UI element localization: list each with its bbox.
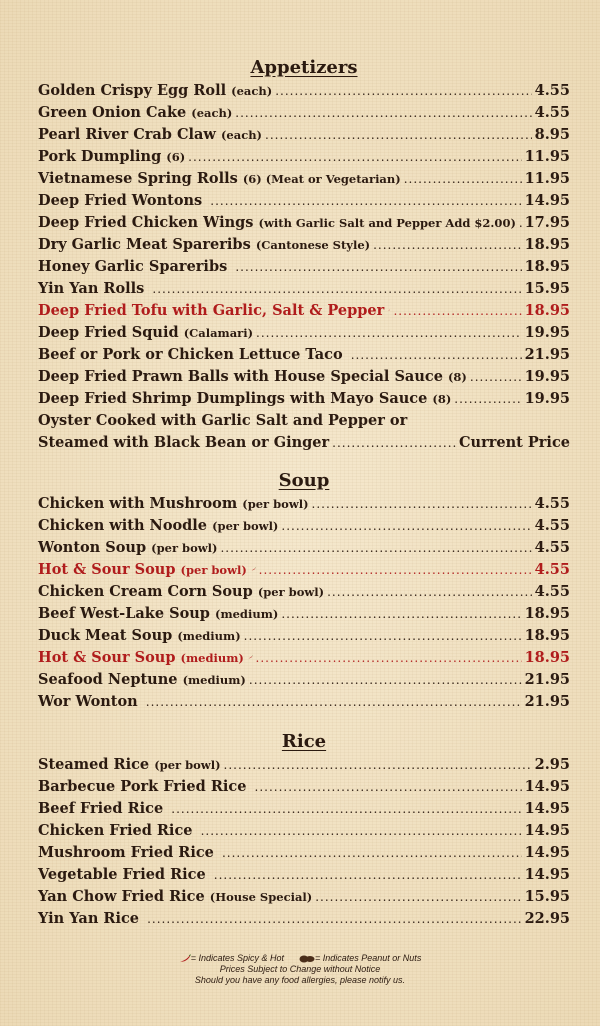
item-name: Wonton Soup <box>38 539 147 556</box>
leader-dots <box>222 842 522 864</box>
menu-item <box>38 344 570 366</box>
section-title: Soup <box>278 470 330 491</box>
leader-dots <box>373 234 521 256</box>
menu-item <box>38 908 570 930</box>
item-price: 14.95 <box>524 192 570 209</box>
menu-item <box>38 798 570 820</box>
item-price: 19.95 <box>524 324 570 341</box>
item-note: (per bowl) <box>154 758 221 772</box>
leader-dots <box>249 669 522 691</box>
leader-dots <box>256 322 522 344</box>
item-name: Pearl River Crab Claw <box>38 126 216 143</box>
leader-dots <box>235 102 531 124</box>
menu-item <box>38 842 570 864</box>
item-price: 18.95 <box>524 605 570 622</box>
leader-dots <box>201 820 522 842</box>
item-price: 19.95 <box>524 368 570 385</box>
leader-dots <box>404 168 522 190</box>
item-note: (per bowl) <box>257 585 325 599</box>
chili-pepper-icon <box>248 652 253 662</box>
menu-item-spicy <box>38 647 570 669</box>
item-price: 4.55 <box>534 82 570 99</box>
item-note: (each) <box>220 128 262 142</box>
item-price: 19.95 <box>524 390 570 407</box>
item-name: Chicken Fried Rice <box>38 822 193 839</box>
item-name: Beef or Pork or Chicken Lettuce Taco <box>38 346 343 363</box>
leader-dots <box>470 366 522 388</box>
leader-dots <box>265 124 532 146</box>
menu-item <box>38 886 570 908</box>
leader-dots <box>281 603 521 625</box>
leader-dots <box>220 537 531 559</box>
item-name: Pork Dumpling <box>38 148 162 165</box>
item-name: Duck Meat Soup <box>38 627 173 644</box>
item-name: Beef Fried Rice <box>38 800 164 817</box>
leader-dots <box>235 256 521 278</box>
item-name: Mushroom Fried Rice <box>38 844 214 861</box>
menu-item <box>38 581 570 603</box>
item-name: Chicken Cream Corn Soup <box>38 583 253 600</box>
item-note: (per bowl) <box>180 563 247 577</box>
leader-dots <box>256 647 522 669</box>
item-price: 18.95 <box>524 649 570 666</box>
item-name: Hot & Sour Soup <box>38 649 176 666</box>
item-list <box>38 754 570 930</box>
item-name: Oyster Cooked with Garlic Salt and Pepper or <box>38 412 408 429</box>
menu-item <box>38 388 570 410</box>
allergy-notice: Should you have any food allergies, please notify us. <box>194 975 406 985</box>
item-name: Seafood Neptune <box>38 671 178 688</box>
leader-dots <box>275 80 531 102</box>
item-name: Vegetable Fried Rice <box>38 866 206 883</box>
item-note: (6) <box>166 150 186 164</box>
item-name: Hot & Sour Soup <box>38 561 176 578</box>
spicy-legend: = Indicates Spicy & Hot <box>190 953 284 963</box>
item-price: 15.95 <box>524 280 570 297</box>
item-price: 14.95 <box>524 800 570 817</box>
menu-item <box>38 256 570 278</box>
item-price: 14.95 <box>524 822 570 839</box>
item-price: 18.95 <box>524 236 570 253</box>
menu-item-spicy <box>38 559 570 581</box>
nut-legend: = Indicates Peanut or Nuts <box>315 953 422 963</box>
leader-dots <box>152 278 521 300</box>
leader-dots <box>327 581 532 603</box>
item-price: 4.55 <box>534 539 570 556</box>
item-name: Dry Garlic Meat Spareribs <box>38 236 251 253</box>
item-name: Deep Fried Squid <box>38 324 179 341</box>
price-notice: Prices Subject to Change without Notice <box>219 964 381 974</box>
item-price: 4.55 <box>534 104 570 121</box>
item-note: (with Garlic Salt and Pepper Add $2.00) <box>258 216 516 230</box>
leader-dots <box>315 886 521 908</box>
item-note: (medium) <box>182 673 246 687</box>
item-price: 4.55 <box>534 561 570 578</box>
item-price: 21.95 <box>524 346 570 363</box>
menu-item <box>38 278 570 300</box>
item-price: 17.95 <box>524 214 570 231</box>
leader-dots <box>210 190 521 212</box>
item-note: (each) <box>231 84 273 98</box>
menu-item-line <box>38 410 570 432</box>
item-name: Yan Chow Fried Rice <box>38 888 205 905</box>
leader-dots <box>332 432 456 454</box>
item-price: 21.95 <box>524 671 570 688</box>
menu-item <box>38 493 570 515</box>
menu-item <box>38 776 570 798</box>
item-note: (medium) <box>180 651 244 665</box>
item-price: 18.95 <box>524 258 570 275</box>
item-name: Beef West-Lake Soup <box>38 605 210 622</box>
item-price: 18.95 <box>524 302 570 319</box>
chili-pepper-icon <box>251 564 256 574</box>
menu-item <box>38 322 570 344</box>
menu-item <box>38 190 570 212</box>
item-note: (per bowl) <box>212 519 279 533</box>
item-price: 8.95 <box>534 126 570 143</box>
item-note: (8) <box>432 392 452 406</box>
item-price: 14.95 <box>524 778 570 795</box>
item-name: Yin Yan Rolls <box>38 280 145 297</box>
item-price: 4.55 <box>534 495 570 512</box>
item-name: Barbecue Pork Fried Rice <box>38 778 247 795</box>
menu-item <box>38 754 570 776</box>
section-appetizers <box>38 56 570 454</box>
menu-item <box>38 146 570 168</box>
item-name: Deep Fried Shrimp Dumplings with Mayo Sauce <box>38 390 428 407</box>
leader-dots <box>351 344 522 366</box>
item-price: 18.95 <box>524 627 570 644</box>
item-name: Chicken with Noodle <box>38 517 208 534</box>
item-price: 14.95 <box>524 844 570 861</box>
item-price: 11.95 <box>524 170 570 187</box>
item-name: Deep Fried Tofu with Garlic, Salt & Pepper <box>38 302 385 319</box>
menu-item <box>38 864 570 886</box>
item-note: (medium) <box>215 607 279 621</box>
item-price: 2.95 <box>534 756 570 773</box>
item-name: Deep Fried Prawn Balls with House Special Sauce <box>38 368 443 385</box>
menu-item <box>38 625 570 647</box>
item-name: Deep Fried Chicken Wings <box>38 214 254 231</box>
item-note: (each) <box>191 106 233 120</box>
item-note: (per bowl) <box>151 541 218 555</box>
leader-dots <box>147 908 522 930</box>
menu-footer <box>0 953 600 986</box>
menu-item <box>38 515 570 537</box>
menu-item <box>38 80 570 102</box>
section-title: Rice <box>281 731 327 752</box>
item-price: 4.55 <box>534 517 570 534</box>
item-note: (8) <box>447 370 467 384</box>
item-note: (Cantonese Style) <box>255 238 371 252</box>
menu-item <box>38 432 570 454</box>
legend-line <box>0 953 600 964</box>
leader-dots <box>393 300 521 322</box>
item-name: Golden Crispy Egg Roll <box>38 82 227 99</box>
item-list <box>38 493 570 713</box>
menu-item <box>38 691 570 713</box>
item-price: 15.95 <box>524 888 570 905</box>
menu-item <box>38 537 570 559</box>
item-price: Current Price <box>459 434 570 451</box>
menu-item-spicy <box>38 300 570 322</box>
item-name: Deep Fried Wontons <box>38 192 203 209</box>
peanut-icon <box>299 955 315 963</box>
item-price: 14.95 <box>524 866 570 883</box>
leader-dots <box>224 754 532 776</box>
leader-dots <box>255 776 522 798</box>
leader-dots <box>281 515 531 537</box>
menu-item <box>38 168 570 190</box>
leader-dots <box>146 691 522 713</box>
item-price: 4.55 <box>534 583 570 600</box>
item-name: Vietnamese Spring Rolls <box>38 170 238 187</box>
leader-dots <box>171 798 521 820</box>
leader-dots <box>259 559 532 581</box>
item-name: Wor Wonton <box>38 693 138 710</box>
item-name: Green Onion Cake <box>38 104 187 121</box>
leader-dots <box>188 146 521 168</box>
menu-item <box>38 366 570 388</box>
item-note: (per bowl) <box>242 497 309 511</box>
item-price: 11.95 <box>524 148 570 165</box>
item-name: Yin Yan Rice <box>38 910 140 927</box>
item-name: Steamed with Black Bean or Ginger <box>38 434 330 451</box>
menu-item <box>38 102 570 124</box>
chili-pepper-icon <box>179 954 191 963</box>
leader-dots <box>519 212 522 234</box>
item-name: Chicken with Mushroom <box>38 495 238 512</box>
item-note: (House Special) <box>209 890 313 904</box>
section-rice <box>38 730 570 930</box>
item-list <box>38 80 570 454</box>
item-note: (Calamari) <box>183 326 254 340</box>
menu-item <box>38 820 570 842</box>
leader-dots <box>312 493 532 515</box>
item-name: Honey Garlic Spareribs <box>38 258 228 275</box>
item-note: (6) (Meat or Vegetarian) <box>242 172 401 186</box>
menu-item <box>38 212 570 234</box>
section-title: Appetizers <box>250 57 358 78</box>
item-note: (medium) <box>177 629 241 643</box>
chili-pepper-icon <box>388 305 390 315</box>
menu-item <box>38 603 570 625</box>
item-price: 21.95 <box>524 693 570 710</box>
menu-item <box>38 124 570 146</box>
leader-dots <box>214 864 522 886</box>
menu-item <box>38 234 570 256</box>
leader-dots <box>244 625 522 647</box>
item-name: Steamed Rice <box>38 756 150 773</box>
section-soup <box>38 469 570 713</box>
item-price: 22.95 <box>524 910 570 927</box>
menu-item <box>38 669 570 691</box>
leader-dots <box>454 388 521 410</box>
